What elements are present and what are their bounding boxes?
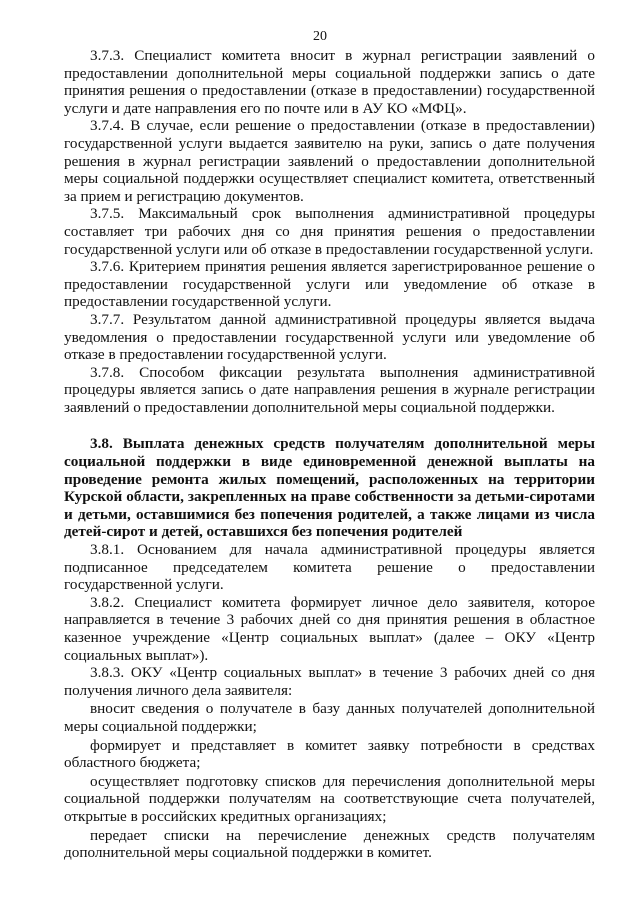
section-heading-3-8: 3.8. Выплата денежных средств получателям дополнительной меры социальной поддержки в виде единовременной денежной выплаты на проведение ремонта жилых помещений, расположенных на территории Курской области, закрепленных на праве собственности за детьми-сиротами и детьми, оставшимися без попечения родителей, а также лицами из числа детей-сирот и детей, оставшихся без попечения родителей [64, 435, 595, 541]
paragraph-3-7-5: 3.7.5. Максимальный срок выполнения административной процедуры составляет три рабочих дня со дня принятия решения о предоставлении государственной услуги или об отказе в предоставлении государственной услуги. [64, 205, 595, 258]
paragraph-3-7-7: 3.7.7. Результатом данной административной процедуры является выдача уведомления о предоставлении государственной услуги или уведомление об отказе в предоставлении государственной услуги. [64, 310, 595, 364]
paragraph-3-7-3: 3.7.3. Специалист комитета вносит в журнал регистрации заявлений о предоставлении дополнительной меры социальной поддержки запись о дате принятия решения о предоставлении (отказе в предоставлении) государственной услуги и дате направления его по почте или в АУ КО «МФЦ». [64, 47, 595, 117]
page-number: 20 [313, 29, 327, 44]
paragraph-3-8-1: 3.8.1. Основанием для начала административной процедуры является подписанное председателем комитета решение о предоставлении государственной услуги. [64, 541, 595, 594]
list-item: передает списки на перечисление денежных средств получателям дополнительной меры социальной поддержки в комитет. [64, 826, 595, 862]
document-body [64, 47, 595, 862]
paragraph-3-7-8: 3.7.8. Способом фиксации результата выполнения административной процедуры является запись о дате направления решения в журнале регистрации заявлений о предоставлении дополнительной меры социальной поддержки. [64, 363, 595, 416]
paragraph-3-7-4: 3.7.4. В случае, если решение о предоставлении (отказе в предоставлении) государственной услуги выдается заявителю на руки, запись о дате получения решения в журнал регистрации заявлений о предоставлении дополнительной меры социальной поддержки осуществляет специалист комитета, ответственный за прием и регистрацию документов. [64, 117, 595, 205]
list-item: формирует и представляет в комитет заявку потребности в средствах областного бюджета; [64, 736, 595, 772]
paragraph-3-8-2: 3.8.2. Специалист комитета формирует личное дело заявителя, которое направляется в течение 3 рабочих дней со дня принятия решения в областное казенное учреждение «Центр социальных выплат» (далее – ОКУ «Центр социальных выплат»). [64, 593, 595, 664]
list-item: вносит сведения о получателе в базу данных получателей дополнительной меры социальной поддержки; [64, 700, 595, 735]
list-item: осуществляет подготовку списков для перечисления дополнительной меры социальной поддержки получателям на соответствующие счета получателей, открытые в российских кредитных организациях; [64, 772, 595, 825]
paragraph-3-7-6: 3.7.6. Критерием принятия решения является зарегистрированное решение о предоставлении государственной услуги или уведомление об отказе в предоставлении государственной услуги. [64, 258, 595, 311]
paragraph-3-8-3: 3.8.3. ОКУ «Центр социальных выплат» в течение 3 рабочих дней со дня получения личного дела заявителя: [64, 664, 595, 699]
